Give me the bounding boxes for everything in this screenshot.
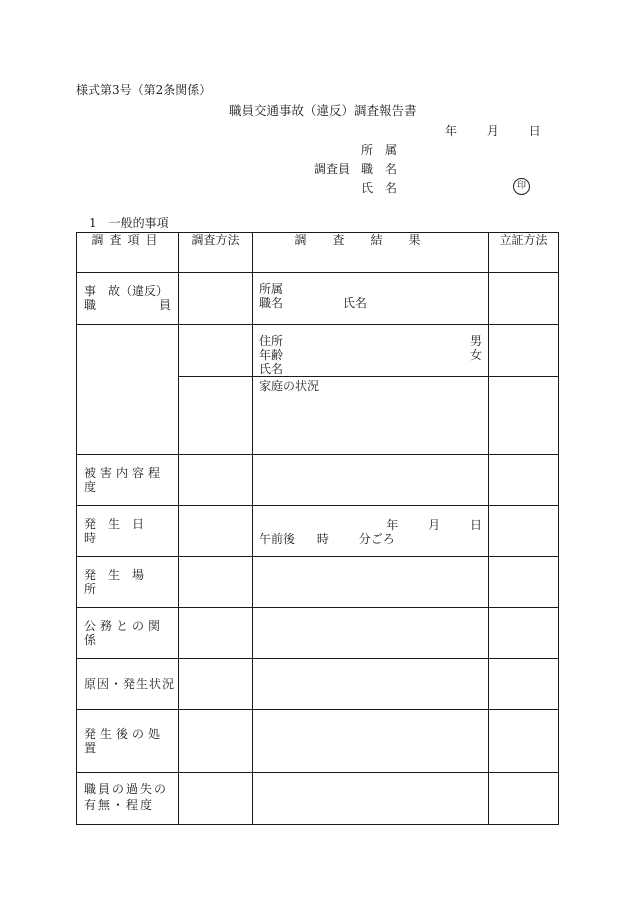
result-cell[interactable] <box>253 557 489 608</box>
item-duty: 公務との関係 <box>77 608 179 659</box>
table-row-personal <box>77 325 559 377</box>
method-cell[interactable] <box>179 455 253 506</box>
date-day: 日 <box>528 124 541 138</box>
item-place: 発生場所 <box>77 557 179 608</box>
result-family[interactable]: 家庭の状況 <box>253 377 489 455</box>
table-row-negligence <box>77 773 559 825</box>
table-row-place <box>77 557 559 608</box>
result-cell[interactable] <box>253 659 489 710</box>
method-cell[interactable] <box>179 506 253 557</box>
proof-cell[interactable] <box>489 557 559 608</box>
result-personal[interactable]: 住所 年齢 氏名 男 女 <box>253 325 489 377</box>
item-datetime: 発生日時 <box>77 506 179 557</box>
document-title: 職員交通事故（違反）調査報告書 <box>229 103 417 118</box>
item-negligence: 職員の過失の有無・程度 <box>77 773 179 825</box>
table-row-cause <box>77 659 559 710</box>
method-cell[interactable] <box>179 273 253 325</box>
proof-cell[interactable] <box>489 608 559 659</box>
result-cell[interactable] <box>253 773 489 825</box>
item-aftermath: 発生後の処置 <box>77 710 179 773</box>
date-year: 年 <box>445 124 458 138</box>
result-cell[interactable] <box>253 608 489 659</box>
result-datetime[interactable]: 年 月 日 午前後 時 分ごろ <box>253 506 489 557</box>
report-date-line <box>445 124 567 138</box>
proof-cell[interactable] <box>489 273 559 325</box>
seal-mark: 印 <box>513 178 530 195</box>
header-result: 調査結果 <box>253 233 489 273</box>
date-month: 月 <box>486 124 499 138</box>
reporter-position-label: 職 名 <box>361 162 398 176</box>
table-row-aftermath <box>77 710 559 773</box>
reporter-investigator-label: 調査員 <box>314 162 351 176</box>
method-cell[interactable] <box>179 710 253 773</box>
table-row-damage <box>77 455 559 506</box>
item-accident-staff: 事 故（違反） 職 員 <box>77 273 179 325</box>
form-number-label: 様式第3号（第2条関係） <box>76 83 212 97</box>
investigation-table <box>76 232 559 825</box>
result-cell[interactable] <box>253 455 489 506</box>
proof-cell[interactable] <box>489 377 559 455</box>
method-cell[interactable] <box>179 608 253 659</box>
item-cause: 原因・発生状況 <box>77 659 179 710</box>
table-row-datetime <box>77 506 559 557</box>
item-personal-blank <box>77 325 179 455</box>
proof-cell[interactable] <box>489 506 559 557</box>
section-heading: 1 一般的事項 <box>89 216 169 230</box>
method-cell[interactable] <box>179 659 253 710</box>
item-damage: 被害内容程度 <box>77 455 179 506</box>
reporter-affiliation-label: 所 属 <box>361 143 398 157</box>
header-proof: 立証方法 <box>489 233 559 273</box>
method-cell[interactable] <box>179 773 253 825</box>
table-row-duty <box>77 608 559 659</box>
method-cell[interactable] <box>179 325 253 377</box>
result-accident-staff[interactable]: 所属 職名 氏名 <box>253 273 489 325</box>
proof-cell[interactable] <box>489 325 559 377</box>
method-cell[interactable] <box>179 377 253 455</box>
result-cell[interactable] <box>253 710 489 773</box>
proof-cell[interactable] <box>489 710 559 773</box>
proof-cell[interactable] <box>489 659 559 710</box>
proof-cell[interactable] <box>489 773 559 825</box>
proof-cell[interactable] <box>489 455 559 506</box>
reporter-name-label: 氏 名 <box>361 181 398 195</box>
table-row-accident-staff <box>77 273 559 325</box>
method-cell[interactable] <box>179 557 253 608</box>
header-item: 調査項目 <box>77 233 179 273</box>
table-header-row <box>77 233 559 273</box>
header-method: 調査方法 <box>179 233 253 273</box>
